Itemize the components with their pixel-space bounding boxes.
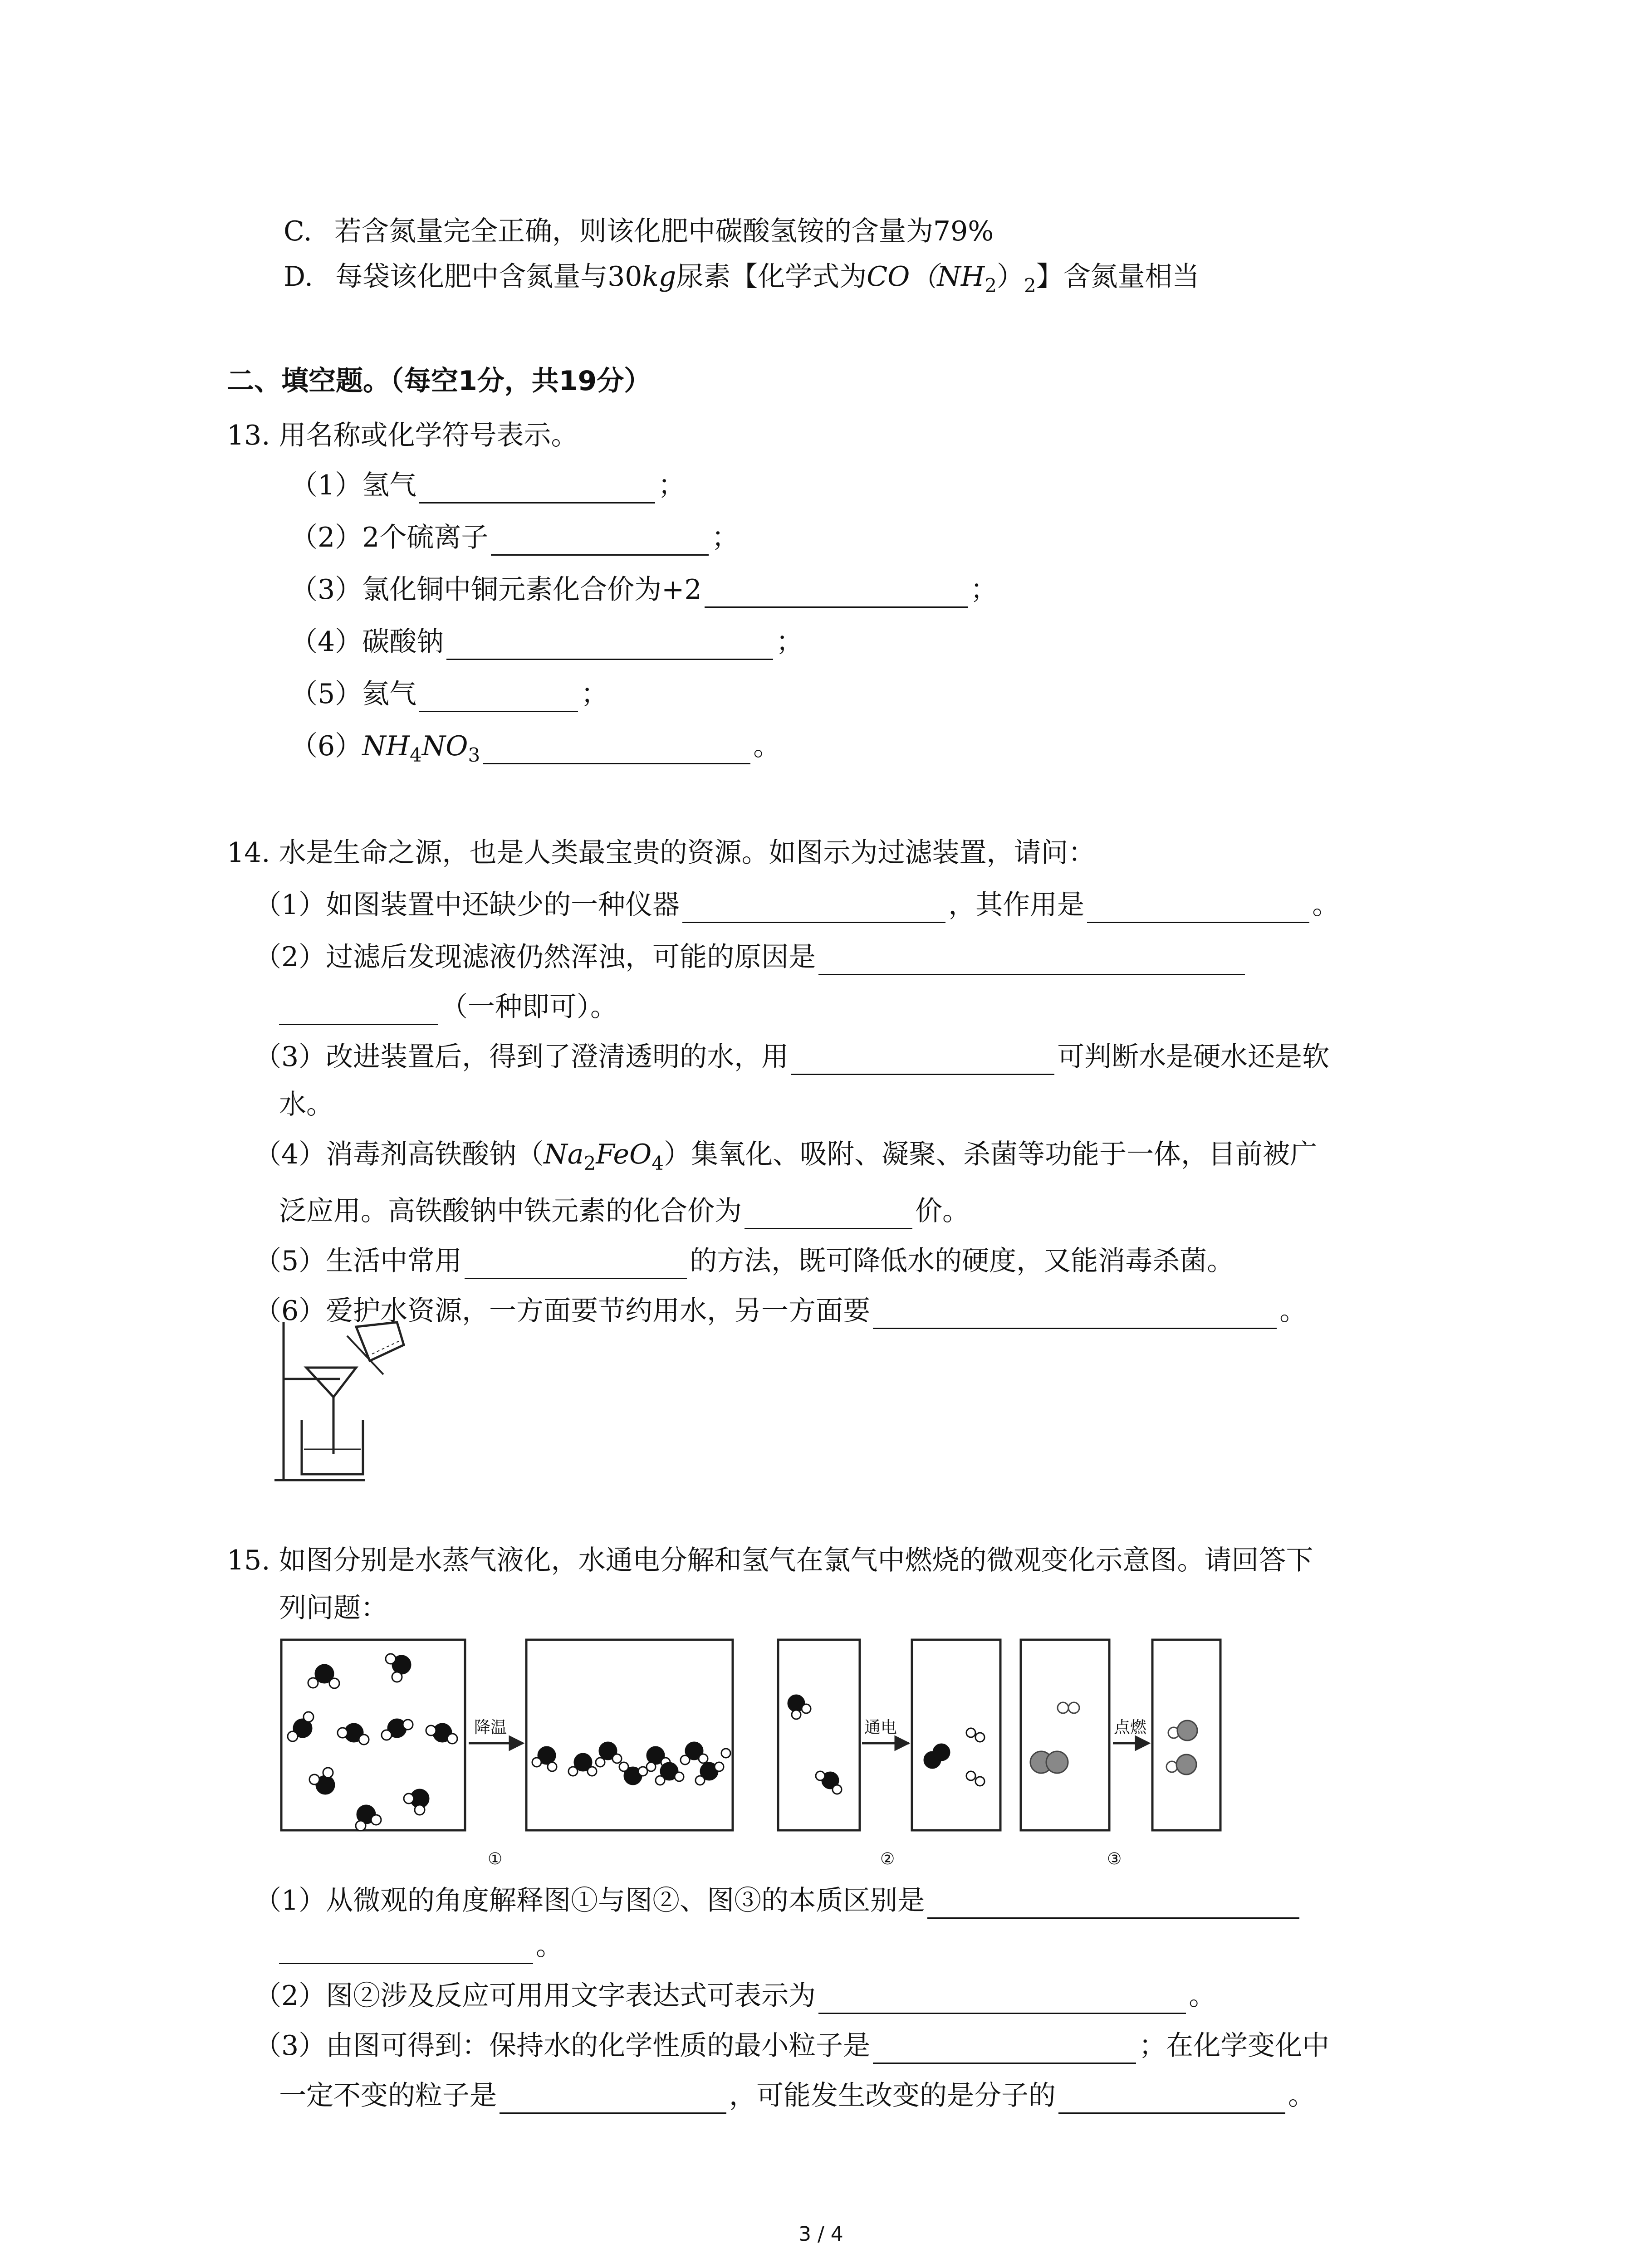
option-d bbox=[284, 259, 1200, 295]
answer-blank[interactable] bbox=[1058, 2083, 1285, 2114]
option-d-formula-co: CO bbox=[867, 261, 910, 293]
option-d-formula-nh: （NH bbox=[910, 261, 985, 293]
q14-part-3-a: （3）改进装置后，得到了澄清透明的水，用 bbox=[254, 1041, 789, 1073]
q14-part-6-b: 。 bbox=[1279, 1295, 1307, 1327]
option-d-pre: 每袋该化肥中含氮量与30 bbox=[335, 261, 642, 293]
q14-part-5 bbox=[254, 1243, 1234, 1279]
option-d-sub: 2 bbox=[985, 274, 997, 297]
label-fig2: ② bbox=[880, 1850, 895, 1868]
q14-part-4-na: Na bbox=[544, 1139, 584, 1170]
q15-part-3-e: 。 bbox=[1288, 2080, 1315, 2112]
vapor-molecules bbox=[288, 1654, 457, 1831]
q13-item-2-label: （2）2个硫离子 bbox=[290, 522, 489, 553]
q13-item-4-end: ； bbox=[776, 626, 803, 658]
option-d-post: 】含氮量相当 bbox=[1036, 261, 1200, 293]
option-c-letter: C. bbox=[284, 215, 312, 247]
answer-blank[interactable] bbox=[491, 525, 709, 556]
answer-blank[interactable] bbox=[818, 945, 1245, 975]
q14-part-6-a: （6）爱护水资源，一方面要节约用水，另一方面要 bbox=[254, 1295, 871, 1327]
q13-item-3-end: ； bbox=[970, 574, 998, 606]
q14-part-4-a: （4）消毒剂高铁酸钠（ bbox=[254, 1139, 544, 1170]
option-d-unit: kg bbox=[642, 261, 676, 293]
q15-part-3-d: ，可能发生改变的是分子的 bbox=[729, 2080, 1056, 2112]
q14-stem: 14. 水是生命之源，也是人类最宝贵的资源。如图示为过滤装置，请问： bbox=[227, 837, 1096, 869]
q13-item-3-label: （3）氯化铜中铜元素化合价为+2 bbox=[290, 574, 702, 606]
q13-item-6-sub-a: 4 bbox=[410, 744, 422, 766]
q15-stem-line1: 15. 如图分别是水蒸气液化，水通电分解和氢气在氯气中燃烧的微观变化示意图。请回答下 bbox=[227, 1545, 1313, 1576]
panel-water-molecules bbox=[778, 1640, 860, 1830]
liquid-molecules bbox=[532, 1742, 730, 1785]
q13-item-6 bbox=[290, 728, 780, 764]
q14-part-2-a: （2）过滤后发现滤液仍然浑浊，可能的原因是 bbox=[254, 941, 816, 973]
q13-item-6-sub-b: 3 bbox=[468, 744, 480, 766]
answer-blank[interactable] bbox=[873, 2033, 1136, 2064]
q14-part-1-b: ，其作用是 bbox=[948, 889, 1085, 921]
q14-part-1-a: （1）如图装置中还缺少的一种仪器 bbox=[254, 889, 680, 921]
q14-part-3 bbox=[254, 1039, 1329, 1075]
q13-item-5 bbox=[290, 676, 608, 712]
q15-part-3-c: 一定不变的粒子是 bbox=[279, 2080, 497, 2112]
option-d-sub-b: 2 bbox=[1024, 274, 1036, 297]
option-c bbox=[284, 213, 994, 249]
q14-part-1 bbox=[254, 887, 1339, 923]
q14-part-4-d: 价。 bbox=[915, 1195, 970, 1227]
label-fig3: ③ bbox=[1107, 1850, 1122, 1868]
q13-item-6-label: （6） bbox=[290, 730, 362, 762]
q14-part-2-cont bbox=[279, 989, 617, 1025]
answer-blank[interactable] bbox=[818, 1984, 1186, 2014]
option-d-close: ） bbox=[996, 261, 1024, 293]
panel-hydrogen-oxygen bbox=[912, 1640, 1000, 1830]
q14-part-4-sub1: 2 bbox=[583, 1152, 596, 1174]
q14-part-4-cont bbox=[279, 1193, 970, 1229]
answer-blank[interactable] bbox=[419, 682, 578, 712]
answer-blank[interactable] bbox=[465, 1249, 687, 1279]
q15-part-3 bbox=[254, 2028, 1329, 2064]
q13-item-6-formula-a: NH bbox=[362, 730, 410, 762]
q13-item-5-label: （5）氦气 bbox=[290, 678, 417, 710]
q13-stem: 13. 用名称或化学符号表示。 bbox=[227, 420, 578, 451]
q14-part-2 bbox=[254, 939, 1248, 975]
label-fig1: ① bbox=[488, 1850, 503, 1868]
answer-blank[interactable] bbox=[279, 1934, 533, 1964]
q13-item-3 bbox=[290, 572, 998, 608]
q13-item-2 bbox=[290, 519, 739, 556]
q14-part-4-c: 泛应用。高铁酸钠中铁元素的化合价为 bbox=[279, 1195, 742, 1227]
q14-part-5-b: 的方法，既可降低水的硬度，又能消毒杀菌。 bbox=[690, 1245, 1234, 1277]
answer-blank[interactable] bbox=[873, 1299, 1277, 1329]
funnel-cone bbox=[306, 1368, 356, 1397]
q13-item-5-end: ； bbox=[581, 678, 608, 710]
panel-h2-cl2 bbox=[1021, 1640, 1109, 1830]
q15-part-2-a: （2）图②涉及反应可用用文字表达式可表示为 bbox=[254, 1980, 816, 2012]
option-c-text: 若含氮量完全正确，则该化肥中碳酸氢铵的含量为79% bbox=[334, 215, 994, 247]
q15-part-3-cont bbox=[279, 2077, 1315, 2114]
option-d-letter: D. bbox=[284, 261, 314, 293]
q15-part-3-a: （3）由图可得到：保持水的化学性质的最小粒子是 bbox=[254, 2030, 871, 2062]
q13-item-6-end: 。 bbox=[753, 730, 781, 762]
panel-liquid bbox=[526, 1640, 733, 1830]
option-d-mid: 尿素【化学式为 bbox=[676, 261, 867, 293]
q15-part-3-b: ；在化学变化中 bbox=[1139, 2030, 1330, 2062]
q13-item-4 bbox=[290, 624, 803, 660]
q13-item-1-label: （1）氢气 bbox=[290, 469, 417, 501]
section-title: 二、填空题。（每空1分，共19分） bbox=[227, 365, 652, 397]
q13-item-1 bbox=[290, 467, 685, 503]
answer-blank[interactable] bbox=[279, 995, 438, 1025]
q14-part-1-c: 。 bbox=[1312, 889, 1340, 921]
q13-item-6-formula-b: NO bbox=[421, 730, 468, 762]
q13-item-4-label: （4）碳酸钠 bbox=[290, 626, 444, 658]
q13-item-1-end: ； bbox=[658, 469, 686, 501]
q14-part-5-a: （5）生活中常用 bbox=[254, 1245, 462, 1277]
answer-blank[interactable] bbox=[446, 630, 773, 660]
label-ignite: 点燃 bbox=[1114, 1718, 1147, 1737]
q14-part-2-b: （一种即可）。 bbox=[441, 991, 617, 1023]
q13-item-2-end: ； bbox=[711, 522, 739, 553]
filtration-apparatus-figure bbox=[274, 1318, 415, 1483]
pouring-beaker bbox=[356, 1322, 404, 1361]
q15-part-1-cont bbox=[279, 1928, 563, 1964]
answer-blank[interactable] bbox=[682, 893, 945, 923]
answer-blank[interactable] bbox=[1087, 893, 1309, 923]
q15-part-1-a: （1）从微观的角度解释图①与图②、图③的本质区别是 bbox=[254, 1885, 925, 1916]
q14-part-4 bbox=[254, 1136, 1317, 1173]
page-number: 3 / 4 bbox=[798, 2223, 843, 2246]
answer-blank[interactable] bbox=[483, 734, 750, 764]
q15-part-1 bbox=[254, 1882, 1302, 1919]
answer-blank[interactable] bbox=[500, 2083, 726, 2114]
label-cool: 降温 bbox=[474, 1718, 507, 1737]
q14-part-4-sub2: 4 bbox=[652, 1152, 664, 1174]
hcl-molecules bbox=[1166, 1721, 1197, 1774]
q15-part-1-b: 。 bbox=[536, 1930, 563, 1962]
answer-blank[interactable] bbox=[927, 1888, 1299, 1919]
h2-cl2-molecules bbox=[1030, 1702, 1079, 1773]
q15-part-2-b: 。 bbox=[1189, 1980, 1216, 2012]
answer-blank[interactable] bbox=[419, 473, 655, 503]
q14-part-3-cont: 水。 bbox=[279, 1089, 333, 1120]
electrolysis-products bbox=[924, 1728, 985, 1786]
q14-part-3-b: 可判断水是硬水还是软 bbox=[1057, 1041, 1330, 1073]
q14-part-4-b: ）集氧化、吸附、凝聚、杀菌等功能于一体，目前被广 bbox=[663, 1139, 1317, 1170]
answer-blank[interactable] bbox=[745, 1199, 912, 1229]
answer-blank[interactable] bbox=[705, 577, 968, 608]
electrolysis-reactant bbox=[788, 1695, 842, 1794]
q15-part-2 bbox=[254, 1978, 1216, 2014]
q14-part-4-fe: FeO bbox=[596, 1139, 652, 1170]
answer-blank[interactable] bbox=[791, 1045, 1054, 1075]
q15-stem-line2: 列问题： bbox=[279, 1592, 388, 1624]
label-electric: 通电 bbox=[864, 1718, 897, 1737]
molecule-diagram bbox=[274, 1635, 1227, 1876]
